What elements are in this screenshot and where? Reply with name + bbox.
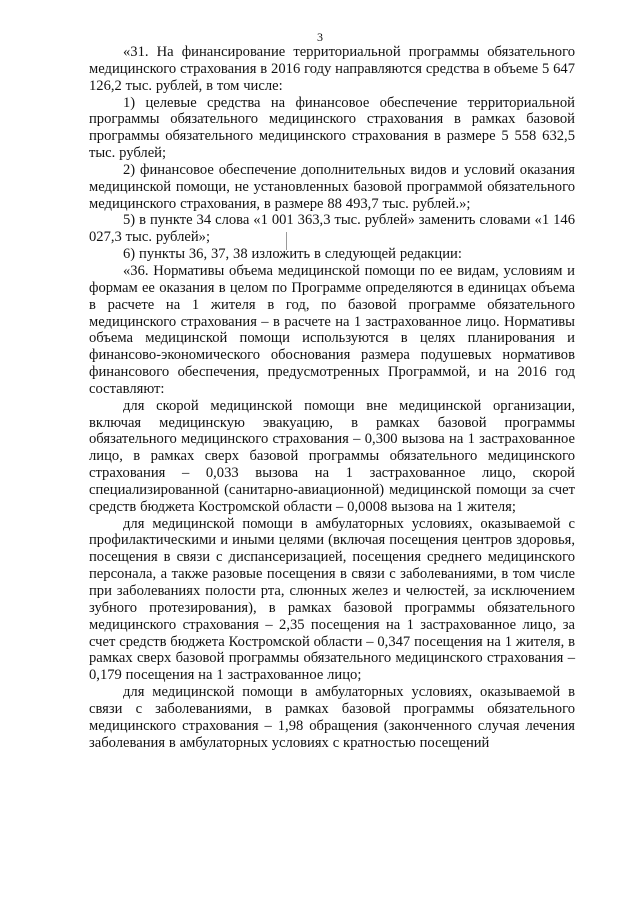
paragraph-31-item-2: 2) финансовое обеспечение дополнительных видов и условий оказания медицинской помощи, не установленных базовой программой обязательного медицинского страхования, в размере 88 493,7 тыс. рублей.»; [89, 161, 575, 212]
paragraph-31-item-1: 1) целевые средства на финансовое обеспечение территориальной программы обязательного медицинского страхования в рамках базовой программы обязательного медицинского страхования в размере 5 558 632,5 тыс. рублей; [89, 94, 575, 162]
paragraph-31-intro: «31. На финансирование территориальной программы обязательного медицинского страхования в 2016 году направляются средства в объеме 5 647 126,2 тыс. рублей, в том числе: [89, 44, 575, 94]
page-number: 3 [317, 30, 323, 44]
paragraph-amend-5: 5) в пункте 34 слова «1 001 363,3 тыс. рублей» заменить словами «1 146 027,3 тыс. рублей»; [89, 212, 575, 246]
paragraph-amend-6: 6) пункты 36, 37, 38 изложить в следующей редакции: [123, 246, 462, 263]
paragraph-ambulance: для скорой медицинской помощи вне медицинской организации, включая медицинскую эвакуацию, в рамках базовой программы обязательного медицинского страхования – 0,300 вызова на 1 застрахованное лицо, в рамках сверх базовой программы обязательного медицинского страхования – 0,033 вызова на 1 застрахованное лицо, скорой специализированной (санитарно-авиационной) медицинской помощи за счет средств бюджета Костромской области – 0,0008 вызова на 1 жителя; [89, 397, 575, 515]
document-body [89, 44, 575, 751]
paragraph-outpatient-disease: для медицинской помощи в амбулаторных условиях, оказываемой в связи с заболеваниями, в рамках базовой программы обязательного медицинского страхования – 1,98 обращения (законченного случая лечения заболевания в амбулаторных условиях с кратностью посещений [89, 684, 575, 751]
paragraph-36-intro: «36. Нормативы объема медицинской помощи по ее видам, условиям и формам ее оказания в целом по Программе определяются в единицах объема в расчете на 1 жителя в год, по базовой программе обязательного медицинского страхования – в расчете на 1 застрахованное лицо. Нормативы объема медицинской помощи используются в целях планирования и финансово-экономического обоснования размера подушевых нормативов финансового обеспечения, предусмотренных Программой, и на 2016 год составляют: [89, 262, 575, 397]
paragraph-outpatient-prevention: для медицинской помощи в амбулаторных условиях, оказываемой с профилактическими и иными целями (включая посещения центров здоровья, посещения в связи с диспансеризацией, посещения среднего медицинского персонала, а также разовые посещения в связи с заболеваниями, в том числе при заболеваниях полости рта, слюнных желез и челюстей, за исключением зубного протезирования), в рамках базовой программы обязательного медицинского страхования – 2,35 посещения на 1 застрахованное лицо, за счет средств бюджета Костромской области – 0,347 посещения на 1 жителя, в рамках сверх базовой программы обязательного медицинского страхования – 0,179 посещения на 1 застрахованное лицо; [89, 515, 575, 684]
